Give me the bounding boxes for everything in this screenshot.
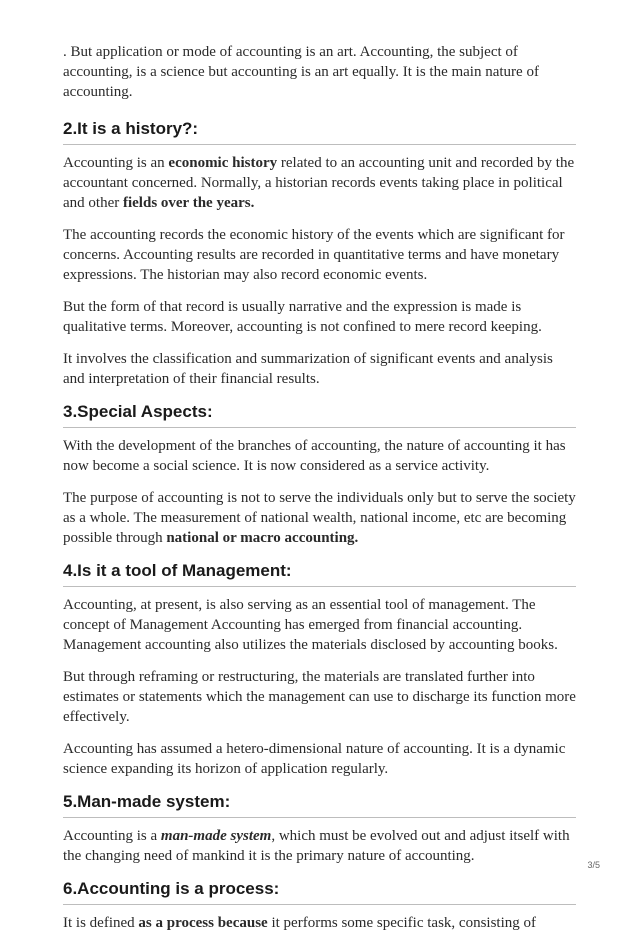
- process-paragraph-1: [63, 913, 576, 933]
- bold-italic-term: man-made system: [160, 828, 272, 844]
- history-paragraph-3: But the form of that record is usually narrative and the expression is made is qualitative terms. Moreover, accounting is not confined to mere record keeping.: [63, 299, 542, 335]
- text-run: It is defined: [63, 915, 139, 931]
- management-paragraph-1: Accounting, at present, is also serving as an essential tool of management. The concept of Management Accounting has emerged from financial accounting. Management accounting also utilizes the materials disclosed by accounting books.: [63, 597, 558, 653]
- management-paragraph-2: But through reframing or restructuring, the materials are translated further into estimates or statements which the management can use to discharge its function more effectively.: [63, 669, 576, 725]
- text-run: , which must be evolved out and adjust itself with the changing need of mankind it is the primary nature of accounting.: [63, 828, 570, 864]
- special-aspects-paragraph-2: [63, 488, 576, 548]
- history-paragraph-4: It involves the classification and summarization of significant events and analysis and interpretation of their financial results.: [63, 351, 553, 387]
- text-run: The purpose of accounting is not to serve the individuals only but to serve the society as a whole. The measurement of national wealth, national income, etc are becoming possible through: [63, 490, 576, 546]
- man-made-paragraph-1: [63, 826, 576, 866]
- article-body: [63, 42, 576, 945]
- text-run: Accounting is an: [63, 155, 169, 171]
- page-number: 3/5: [587, 860, 600, 870]
- text-run: Accounting is a: [63, 828, 161, 844]
- intro-paragraph: . But application or mode of accounting is an art. Accounting, the subject of accounting, is a science but accounting is an art equally. It is the main nature of accounting.: [63, 44, 539, 100]
- section-heading-man-made-system: 5.Man-made system:: [63, 791, 576, 818]
- section-heading-history: 2.It is a history?:: [63, 118, 576, 145]
- text-run: it performs some specific task, consisting of: [267, 915, 536, 931]
- section-heading-management-tool: 4.Is it a tool of Management:: [63, 560, 576, 587]
- special-aspects-paragraph-1: With the development of the branches of accounting, the nature of accounting it has now become a social science. It is now considered as a service activity.: [63, 438, 566, 474]
- bold-term: national or macro accounting.: [166, 530, 359, 546]
- section-heading-process: 6.Accounting is a process:: [63, 878, 576, 905]
- bold-term: fields over the years.: [122, 195, 255, 211]
- history-paragraph-2: The accounting records the economic history of the events which are significant for concerns. Accounting results are recorded in quantitative terms and have monetary expressions. The historian may also record economic events.: [63, 227, 565, 283]
- bold-term: as a process because: [138, 915, 268, 931]
- bold-term: economic history: [168, 155, 278, 171]
- management-paragraph-3: Accounting has assumed a hetero-dimensional nature of accounting. It is a dynamic science expanding its horizon of application regularly.: [63, 741, 566, 777]
- history-paragraph-1: [63, 153, 576, 213]
- text-run: related to an accounting unit and recorded by the accountant concerned. Normally, a historian records events taking place in political and other: [63, 155, 575, 211]
- section-heading-special-aspects: 3.Special Aspects:: [63, 401, 576, 428]
